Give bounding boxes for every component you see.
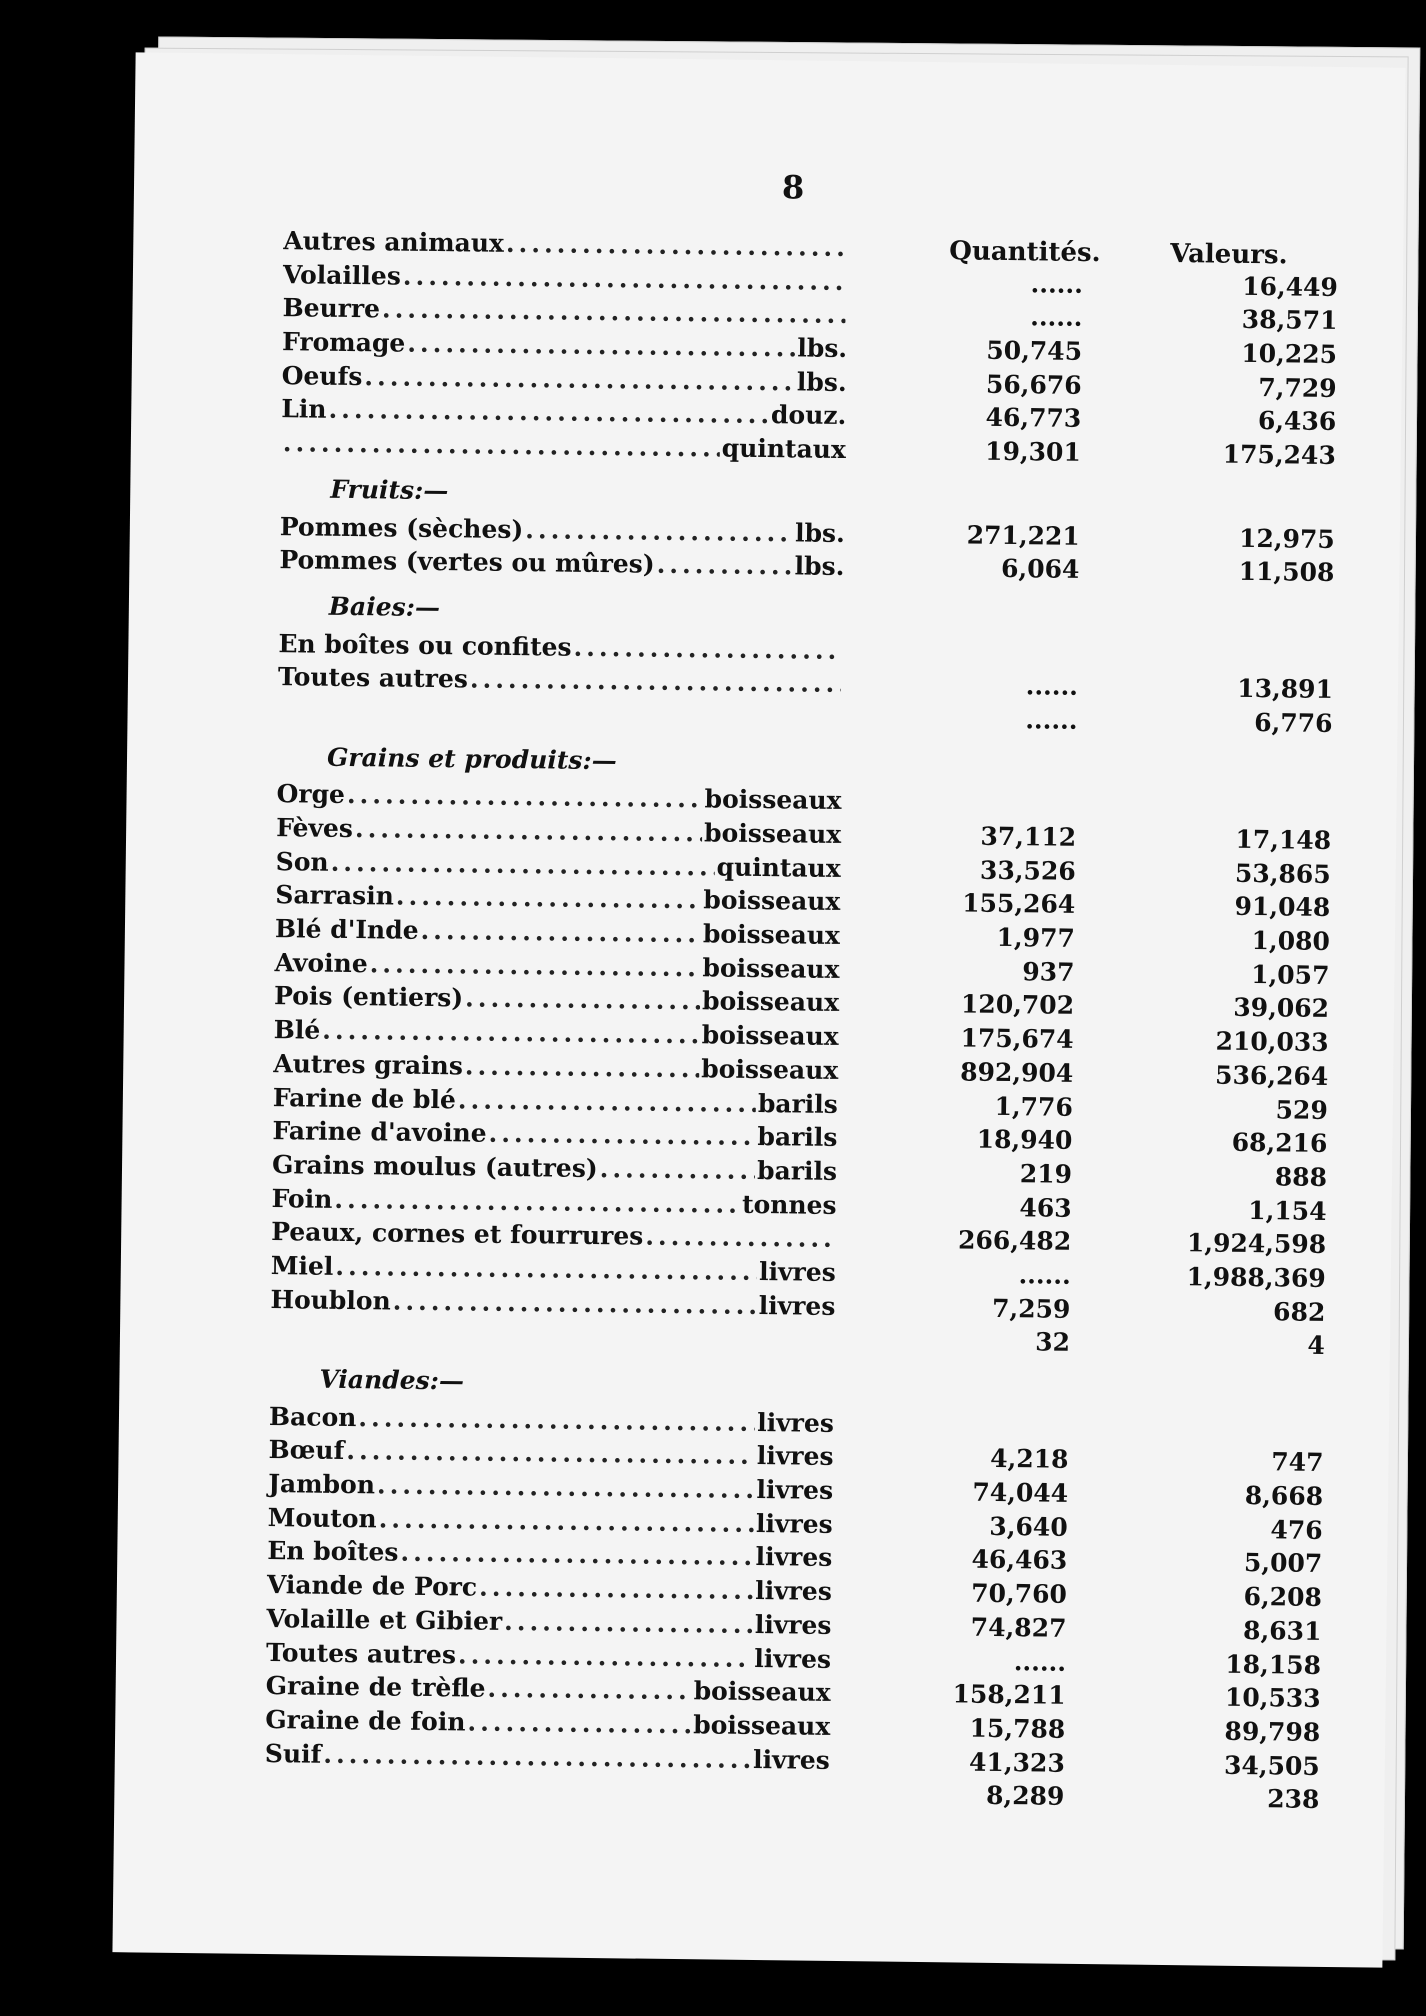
leader-dots	[656, 548, 792, 583]
leader-dots	[322, 1014, 700, 1052]
quantity-cell: 7,259	[991, 1293, 1071, 1324]
item-unit: boisseaux	[693, 1676, 831, 1708]
quantity-cell	[884, 231, 1084, 233]
value-cell: 16,449	[1242, 271, 1339, 302]
leader-dots	[458, 1638, 753, 1675]
quantity-cell: 175,674	[960, 1023, 1074, 1054]
item-unit: boisseaux	[704, 784, 842, 816]
quantity-cell: 6,064	[1000, 554, 1080, 585]
value-cell: 12,975	[1238, 523, 1335, 554]
item-unit: barils	[756, 1155, 838, 1186]
item-unit: quintaux	[716, 852, 841, 883]
leader-dots	[396, 880, 702, 917]
item-name: Blé d'Inde	[274, 914, 419, 945]
item-name: Fromage	[281, 327, 406, 358]
leader-dots	[465, 982, 700, 1019]
value-cell: 39,062	[1233, 993, 1330, 1024]
item-unit: boisseaux	[703, 885, 841, 917]
value-cell: 536,264	[1214, 1060, 1329, 1091]
statistics-table	[264, 224, 1383, 1817]
leader-dots	[525, 513, 793, 550]
value-cell: 8,668	[1244, 1481, 1324, 1511]
value-cell: 13,891	[1237, 674, 1334, 705]
quantity-cell: 8,289	[985, 1781, 1065, 1812]
item-unit: douz.	[770, 400, 847, 431]
item-name: Pois (entiers)	[273, 981, 464, 1013]
item-name: Pommes (vertes ou mûres)	[279, 545, 655, 579]
item-name: Mouton	[267, 1502, 377, 1534]
section-title: Viandes:—	[319, 1364, 465, 1396]
quantity-cell: 892,904	[960, 1057, 1074, 1088]
item-name: Pommes (sèches)	[279, 511, 524, 544]
row-label	[270, 1316, 835, 1357]
value-cell: 11,508	[1238, 557, 1335, 588]
item-name: Suif	[264, 1738, 322, 1769]
row-label	[279, 589, 844, 630]
quantity-cell	[879, 634, 1079, 636]
value-cell: 17,148	[1235, 824, 1332, 855]
item-name: Autres grains	[273, 1048, 464, 1081]
item-name: Houblon	[270, 1284, 391, 1316]
item-name: Volailles	[282, 259, 402, 291]
item-name: Viande de Porc	[266, 1570, 478, 1602]
item-unit: livres	[756, 1441, 834, 1472]
item-name: Volaille et Gibier	[266, 1603, 503, 1636]
value-cell: 10,225	[1241, 338, 1338, 370]
quantity-cell: 18,940	[976, 1124, 1073, 1156]
row-label	[281, 426, 846, 467]
value-column-header: Valeurs.	[1170, 238, 1288, 271]
leader-dots	[328, 393, 769, 432]
leader-dots	[504, 1605, 753, 1642]
quantity-cell: 463	[1019, 1192, 1072, 1223]
item-name: Grains moulus (autres)	[271, 1149, 598, 1183]
item-unit: livres	[754, 1609, 832, 1640]
item-name: Blé	[273, 1015, 321, 1045]
item-unit: livres	[755, 1576, 833, 1607]
leader-dots	[458, 1083, 756, 1120]
leader-dots	[479, 1571, 753, 1608]
item-unit: boisseaux	[701, 1020, 839, 1052]
item-name: En boîtes	[267, 1536, 399, 1568]
value-cell: 529	[1275, 1094, 1328, 1125]
value-cell: 38,571	[1241, 305, 1338, 336]
item-unit: livres	[755, 1542, 833, 1573]
leader-dots	[465, 1049, 700, 1086]
leader-dots	[420, 914, 701, 951]
quantity-cell: 120,702	[960, 989, 1075, 1021]
row-label	[277, 694, 842, 735]
quantity-cell: 56,676	[985, 369, 1082, 400]
quantity-cell	[869, 1407, 1069, 1409]
quantity-cell: 271,221	[966, 520, 1080, 551]
value-cell: 888	[1274, 1162, 1328, 1192]
value-cell	[1134, 235, 1339, 238]
value-cell: 1,988,369	[1186, 1262, 1326, 1293]
quantity-cell: 219	[1019, 1159, 1073, 1189]
leader-dots	[378, 1502, 754, 1540]
quantity-cell: 46,463	[971, 1545, 1068, 1576]
quantity-cell: 937	[1022, 956, 1075, 987]
quantity-cell: 33,526	[979, 855, 1076, 886]
item-unit: livres	[758, 1290, 836, 1321]
item-unit: boisseaux	[693, 1710, 831, 1741]
item-unit: lbs.	[794, 551, 845, 582]
item-name: Fèves	[276, 813, 354, 844]
quantity-cell: ......	[1025, 705, 1078, 735]
leader-dots	[506, 227, 847, 265]
value-cell: 1,057	[1250, 959, 1330, 990]
quantity-cell: 4,218	[990, 1444, 1069, 1475]
quantity-column-header: Quantités.	[949, 236, 1101, 269]
value-cell: 682	[1272, 1296, 1326, 1327]
leader-dots	[400, 1536, 754, 1574]
value-cell: 34,505	[1223, 1750, 1320, 1781]
quantity-cell: ......	[1018, 1260, 1071, 1290]
leader-dots	[364, 360, 795, 399]
leader-dots	[487, 1672, 692, 1708]
item-unit: lbs.	[797, 333, 848, 364]
quantity-cell: 158,211	[952, 1679, 1066, 1710]
item-name: Toutes autres	[277, 662, 469, 694]
item-unit: livres	[752, 1744, 831, 1775]
item-name: Graine de foin	[265, 1704, 466, 1737]
quantity-cell: 37,112	[980, 821, 1077, 852]
value-cell: 6,776	[1254, 707, 1333, 738]
item-name: Oeufs	[281, 360, 363, 391]
item-name: En boîtes ou confites	[278, 628, 572, 662]
leader-dots	[403, 259, 846, 298]
item-name: Peaux, cornes et fourrures	[271, 1217, 644, 1251]
item-name: Orge	[276, 779, 346, 810]
value-cell: 89,798	[1224, 1716, 1321, 1747]
item-unit: livres	[755, 1508, 833, 1539]
quantity-cell: 70,760	[971, 1578, 1068, 1609]
row-label	[279, 543, 844, 584]
item-unit: livres	[758, 1256, 836, 1287]
quantity-cell: 1,776	[994, 1091, 1074, 1122]
quantity-cell: 46,773	[985, 403, 1082, 434]
value-cell: 210,033	[1215, 1026, 1329, 1058]
leader-dots	[346, 1434, 755, 1473]
quantity-cell: ......	[1030, 302, 1083, 333]
item-name: Bœuf	[268, 1435, 345, 1466]
leader-dots	[645, 1220, 834, 1256]
item-name: Bacon	[268, 1401, 357, 1432]
item-unit: barils	[757, 1122, 838, 1153]
leader-dots	[330, 845, 714, 883]
quantity-cell: 19,301	[984, 436, 1082, 468]
leader-dots	[377, 1468, 755, 1506]
value-cell: 175,243	[1222, 439, 1336, 471]
quantity-cell: ......	[1013, 1646, 1067, 1677]
value-cell: 1,080	[1251, 926, 1331, 957]
value-cell: 6,208	[1243, 1582, 1323, 1613]
leader-dots	[470, 663, 841, 701]
item-name: Toutes autres	[265, 1637, 457, 1669]
value-cell: 238	[1267, 1784, 1320, 1815]
leader-dots	[393, 1284, 757, 1322]
value-cell: 53,865	[1234, 858, 1331, 889]
value-cell	[1119, 1410, 1324, 1413]
item-name: Miel	[270, 1250, 334, 1281]
leader-dots	[355, 812, 703, 850]
item-name: Sarrasin	[275, 880, 395, 911]
quantity-cell: 3,640	[989, 1511, 1068, 1542]
value-cell: 8,631	[1242, 1615, 1322, 1646]
item-name: Autres animaux	[283, 226, 505, 258]
leader-dots	[488, 1117, 755, 1154]
quantity-cell: 74,044	[972, 1477, 1069, 1508]
quantity-cell: 41,323	[968, 1747, 1066, 1778]
value-cell	[1127, 788, 1332, 791]
row-label	[269, 1362, 834, 1403]
item-unit: livres	[757, 1407, 835, 1438]
item-unit: boisseaux	[703, 818, 842, 849]
quantity-cell: 1,977	[996, 922, 1076, 953]
item-unit: boisseaux	[702, 953, 840, 984]
quantity-cell: 50,745	[986, 335, 1083, 366]
item-unit: lbs.	[796, 367, 847, 397]
row-label	[264, 1770, 829, 1811]
page-number: 8	[781, 168, 805, 207]
item-unit: boisseaux	[702, 919, 841, 951]
quantity-cell: 155,264	[962, 888, 1076, 920]
item-name: Avoine	[274, 947, 368, 978]
value-cell: 7,729	[1258, 372, 1337, 403]
item-name: Farine d'avoine	[272, 1116, 487, 1148]
quantity-cell: 15,788	[969, 1713, 1066, 1744]
value-cell	[1129, 637, 1334, 640]
section-title: Grains et produits:—	[326, 742, 617, 775]
document-page	[112, 52, 1405, 1967]
item-unit: boisseaux	[701, 986, 840, 1018]
value-cell: 1,924,598	[1186, 1228, 1327, 1260]
value-cell: 4	[1307, 1331, 1326, 1361]
quantity-cell: 32	[1034, 1327, 1071, 1358]
item-name: Jambon	[268, 1469, 376, 1500]
leader-dots	[573, 630, 841, 667]
item-name: Farine de blé	[272, 1082, 457, 1114]
leader-dots	[600, 1152, 756, 1188]
leader-dots	[323, 1737, 751, 1776]
item-name: Graine de trèfle	[265, 1671, 486, 1703]
quantity-cell: 74,827	[970, 1612, 1067, 1643]
row-label	[280, 472, 845, 513]
section-title: Fruits:—	[330, 474, 449, 505]
quantity-cell	[877, 785, 1077, 787]
item-unit: livres	[754, 1643, 832, 1674]
value-cell: 476	[1270, 1515, 1323, 1545]
quantity-cell: 266,482	[957, 1225, 1072, 1257]
item-unit: boisseaux	[701, 1054, 839, 1085]
value-cell: 18,158	[1225, 1649, 1322, 1680]
value-cell: 68,216	[1231, 1127, 1328, 1159]
value-cell: 5,007	[1243, 1548, 1323, 1579]
leader-dots	[347, 778, 703, 816]
value-cell: 747	[1271, 1447, 1324, 1478]
value-cell: 6,436	[1257, 406, 1337, 437]
leader-dots	[382, 293, 846, 332]
row-label	[277, 740, 842, 781]
item-name: Son	[275, 846, 329, 877]
leader-dots	[283, 426, 720, 465]
quantity-cell: ......	[1025, 671, 1079, 702]
leader-dots	[335, 1250, 757, 1289]
item-name: Lin	[281, 394, 327, 425]
leader-dots	[358, 1401, 755, 1440]
item-name: Beurre	[282, 293, 381, 324]
item-unit: tonnes	[741, 1189, 837, 1220]
leader-dots	[407, 327, 795, 365]
value-cell: 91,048	[1234, 892, 1331, 923]
item-unit: livres	[756, 1475, 834, 1506]
leader-dots	[370, 947, 701, 985]
item-unit: lbs.	[794, 517, 846, 548]
value-cell: 10,533	[1224, 1682, 1321, 1714]
section-title: Baies:—	[328, 591, 441, 622]
value-cell: 1,154	[1248, 1195, 1327, 1226]
item-name: Foin	[271, 1183, 333, 1214]
item-unit: barils	[757, 1088, 839, 1119]
leader-dots	[334, 1182, 740, 1221]
leader-dots	[467, 1705, 691, 1741]
quantity-cell: ......	[1030, 268, 1084, 299]
item-unit: quintaux	[721, 433, 847, 465]
